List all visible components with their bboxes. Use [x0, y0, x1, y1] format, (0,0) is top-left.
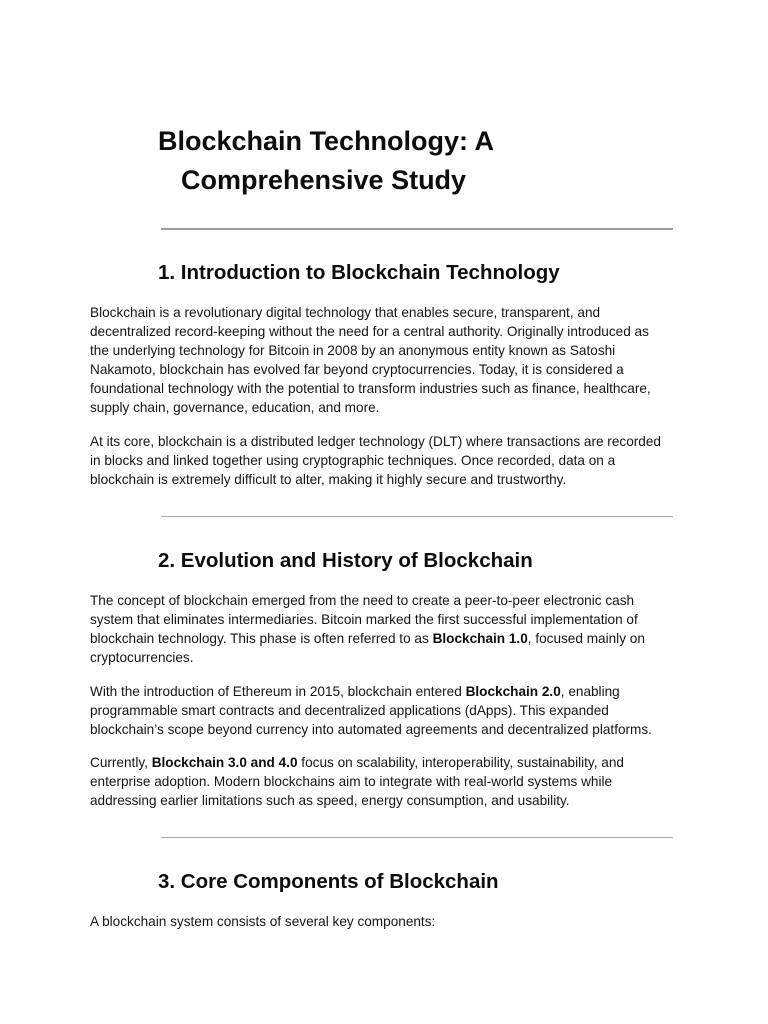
section-3-heading: 3. Core Components of Blockchain	[158, 870, 499, 893]
text-run: With the introduction of Ethereum in 2015, blockchain entered	[90, 684, 466, 699]
text-run: focus on scalability, interoperability, sustainability, and	[297, 755, 624, 770]
section-divider	[161, 516, 673, 517]
section-1-paragraph-2	[90, 432, 680, 489]
section-2-paragraph-2	[90, 682, 680, 739]
section-1-heading: 1. Introduction to Blockchain Technology	[158, 261, 560, 284]
emphasis-term: Blockchain 3.0 and 4.0	[151, 755, 298, 770]
text-line: Blockchain is a revolutionary digital technology that enables secure, transparent, and	[90, 305, 601, 320]
text-line: Nakamoto, blockchain has evolved far beyond cryptocurrencies. Today, it is considered a	[90, 362, 624, 377]
text-line: The concept of blockchain emerged from the need to create a peer-to-peer electronic cash	[90, 593, 635, 608]
document-title-line-1: Blockchain Technology: A	[158, 126, 495, 156]
text-run: Currently,	[90, 755, 152, 770]
text-line: programmable smart contracts and decentralized applications (dApps). This expanded	[90, 703, 609, 718]
text-line: system that eliminates intermediaries. Bitcoin marked the first successful implementation of	[90, 612, 638, 627]
document-title-line-2: Comprehensive Study	[181, 165, 467, 195]
text-line: in blocks and linked together using cryptographic techniques. Once recorded, data on a	[90, 453, 616, 468]
title-divider	[161, 228, 673, 230]
text-line: cryptocurrencies.	[90, 650, 194, 665]
text-line: decentralized record-keeping without the need for a central authority. Originally introduced as	[90, 324, 649, 339]
emphasis-term: Blockchain 1.0	[432, 631, 528, 646]
text-line: enterprise adoption. Modern blockchains aim to integrate with real-world systems while	[90, 774, 613, 789]
text-line: supply chain, governance, education, and more.	[90, 400, 380, 415]
section-1-paragraph-1	[90, 303, 680, 417]
section-divider	[161, 837, 673, 838]
text-line: blockchain is extremely difficult to alter, making it highly secure and trustworthy.	[90, 472, 567, 487]
text-line: addressing earlier limitations such as speed, energy consumption, and usability.	[90, 793, 570, 808]
text-run: blockchain technology. This phase is often referred to as	[90, 631, 433, 646]
text-line: A blockchain system consists of several key components:	[90, 914, 436, 929]
document-title	[158, 122, 618, 200]
text-run: , focused mainly on	[527, 631, 645, 646]
text-line: the underlying technology for Bitcoin in 2008 by an anonymous entity known as Satoshi	[90, 343, 616, 358]
section-2-paragraph-1	[90, 591, 680, 667]
emphasis-term: Blockchain 2.0	[465, 684, 561, 699]
section-3-paragraph-1	[90, 912, 680, 931]
text-line: At its core, blockchain is a distributed ledger technology (DLT) where transactions are recorded	[90, 434, 661, 449]
text-line: blockchain’s scope beyond currency into automated agreements and decentralized platforms.	[90, 722, 652, 737]
text-run: , enabling	[560, 684, 620, 699]
text-line: foundational technology with the potential to transform industries such as finance, healthcare,	[90, 381, 651, 396]
section-2-paragraph-3	[90, 753, 680, 810]
section-2-heading: 2. Evolution and History of Blockchain	[158, 549, 533, 572]
